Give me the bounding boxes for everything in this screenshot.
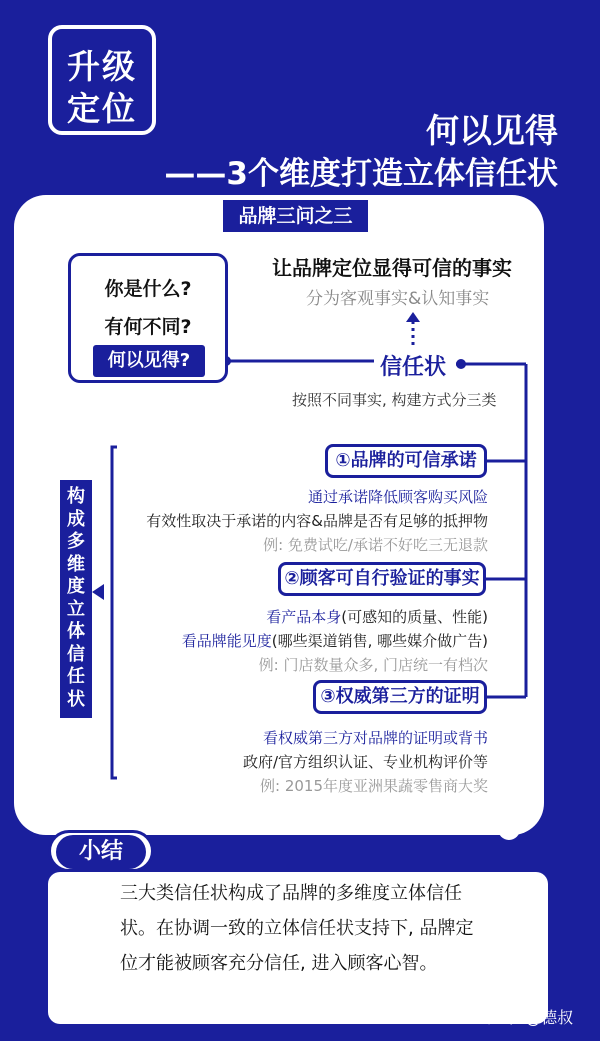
category-promise-example: 例: 免费试吃/承诺不好吃三无退款 <box>263 536 488 554</box>
category-promise-title: ①品牌的可信承诺 <box>325 444 487 478</box>
question-difference: 有何不同? <box>104 316 192 338</box>
page-subtitle: ——3个维度打造立体信任状 <box>164 156 558 192</box>
badge-line-1: 升级 <box>67 47 137 86</box>
category-authority-example: 例: 2015年度亚洲果蔬零售商大奖 <box>260 777 488 795</box>
connector-dot-right <box>456 359 466 369</box>
category-verify-line-1 <box>266 606 488 627</box>
verify-visibility-label: 看品牌能见度 <box>181 632 272 650</box>
trust-heading: 信任状 <box>380 355 447 380</box>
category-verify-title: ②顾客可自行验证的事实 <box>278 562 486 596</box>
side-vertical-label: 构成多维度立体信任状 <box>67 486 85 710</box>
summary-text: 三大类信任状构成了品牌的多维度立体信任状。在协调一致的立体信任状支持下, 品牌定位才能被顾客充分信任, 进入顾客心智。 <box>120 883 474 974</box>
category-authority-title: ③权威第三方的证明 <box>313 680 487 714</box>
page-title: 何以见得 <box>426 111 558 150</box>
category-authority-line-1: 看权威第三方对品牌的证明或背书 <box>262 729 488 747</box>
category-promise-line-1: 通过承诺降低顾客购买风险 <box>307 488 488 506</box>
category-verify-example: 例: 门店数量众多, 门店统一有档次 <box>258 656 488 674</box>
verify-visibility-detail: (哪些渠道销售, 哪些媒介做广告) <box>271 632 488 650</box>
facts-heading: 让品牌定位显得可信的事实 <box>272 256 512 280</box>
badge-line-2: 定位 <box>67 89 137 128</box>
category-verify-line-2 <box>182 630 488 651</box>
question-proof: 何以见得? <box>107 350 191 371</box>
trust-subheading: 按照不同事实, 构建方式分三类 <box>292 391 497 409</box>
category-promise-line-2: 有效性取决于承诺的内容&品牌是否有足够的抵押物 <box>146 512 488 530</box>
verify-product-detail: (可感知的质量、性能) <box>341 608 488 626</box>
card-tab-label: 品牌三问之三 <box>223 200 368 232</box>
question-what: 你是什么? <box>104 278 192 300</box>
facts-subheading: 分为客观事实&认知事实 <box>306 289 490 309</box>
summary-tab-label: 小结 <box>56 835 146 869</box>
category-authority-line-2: 政府/官方组织认证、专业机构评价等 <box>242 753 488 771</box>
verify-product-label: 看产品本身 <box>266 608 342 626</box>
watermark: 知乎 @德叔 <box>488 1008 574 1027</box>
